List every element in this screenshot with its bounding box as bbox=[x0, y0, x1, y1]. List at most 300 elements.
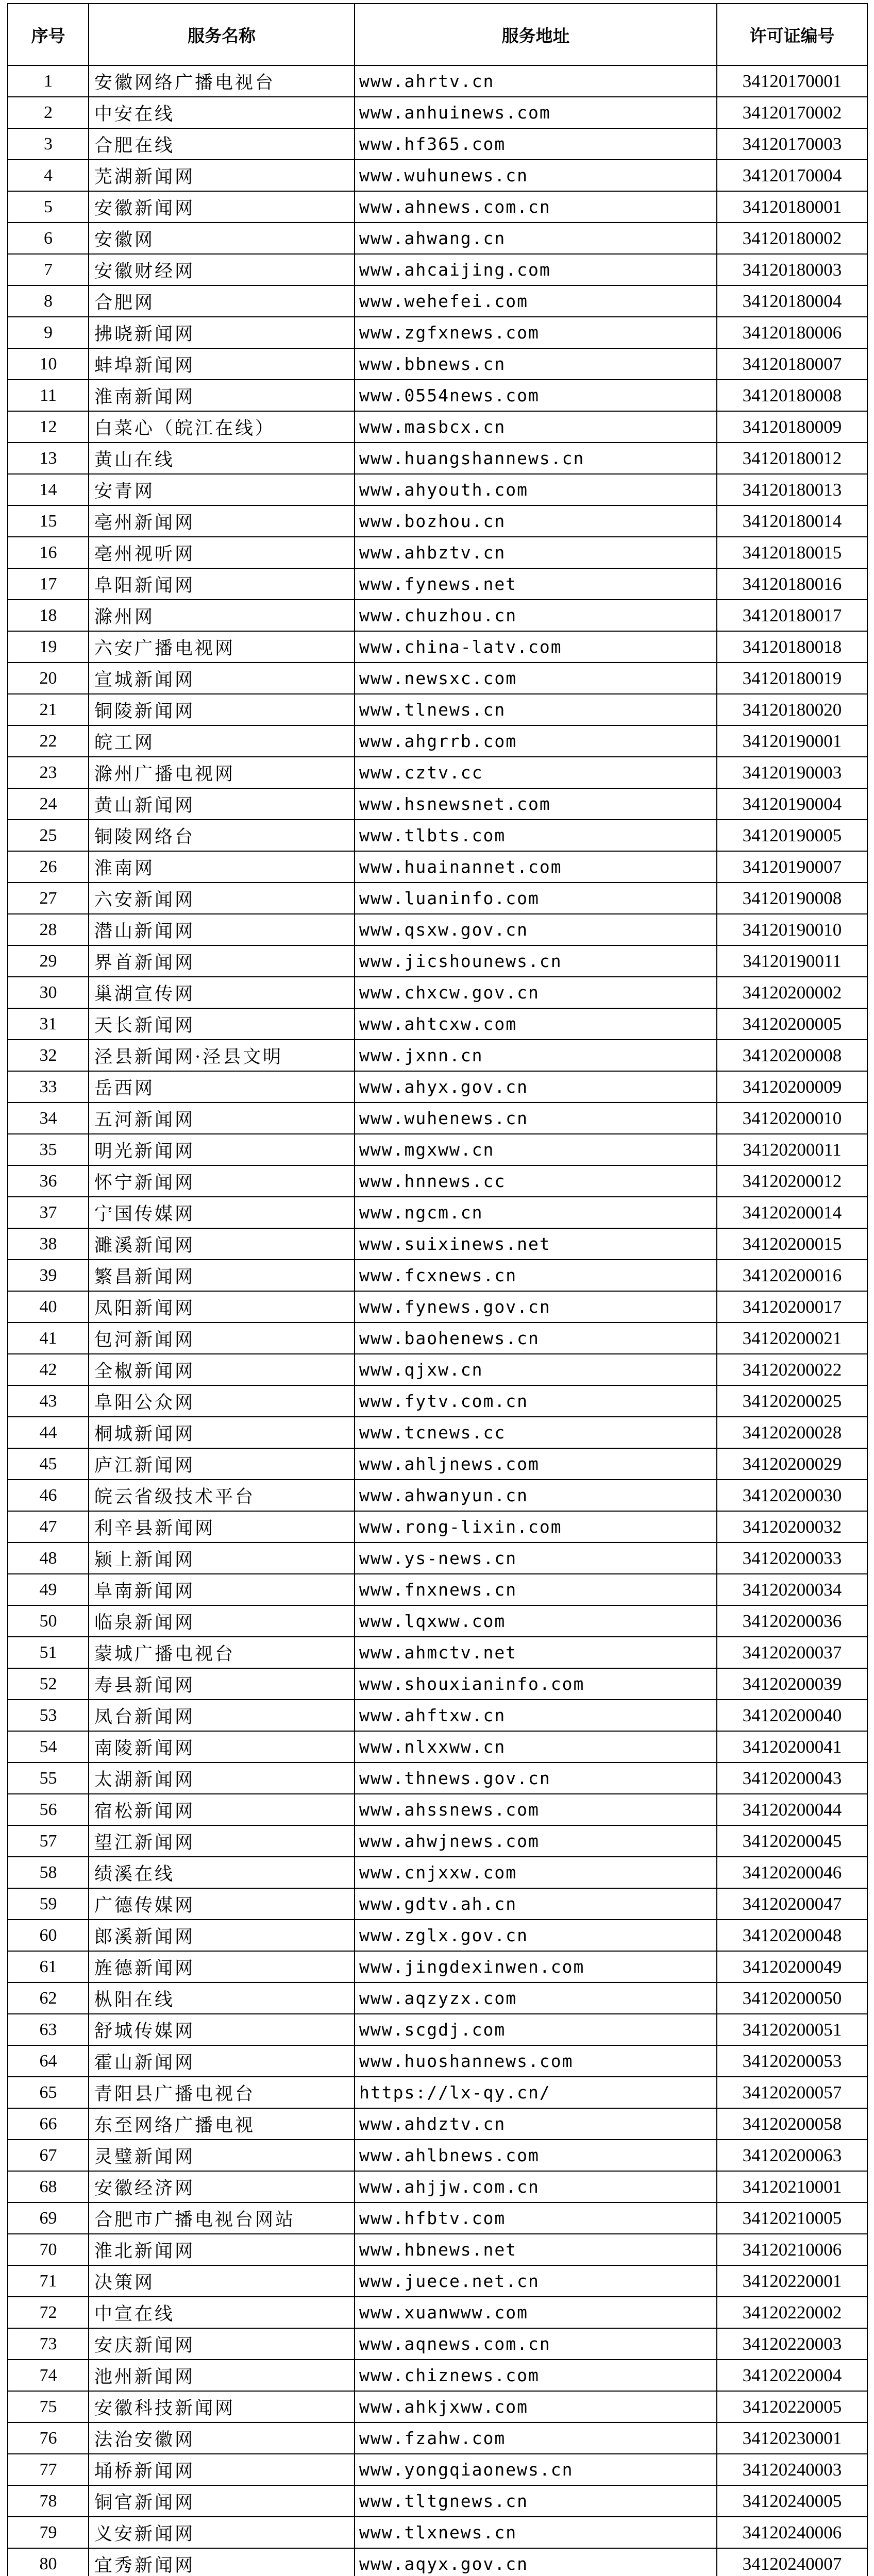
cell-no: 75 bbox=[8, 2391, 89, 2422]
table-header bbox=[8, 4, 867, 65]
cell-service-url: www.qsxw.gov.cn bbox=[355, 914, 717, 945]
cell-service-name: 拂晓新闻网 bbox=[89, 317, 355, 348]
cell-service-url: www.lqxww.com bbox=[355, 1605, 717, 1637]
cell-no: 37 bbox=[8, 1197, 89, 1228]
cell-license-number: 34120200016 bbox=[717, 1260, 867, 1291]
cell-no: 63 bbox=[8, 2014, 89, 2045]
cell-no: 72 bbox=[8, 2297, 89, 2328]
cell-license-number: 34120180013 bbox=[717, 474, 867, 505]
cell-license-number: 34120180003 bbox=[717, 254, 867, 285]
license-table bbox=[7, 3, 868, 2576]
cell-service-url: www.yongqiaonews.cn bbox=[355, 2454, 717, 2485]
cell-service-name: 蒙城广播电视台 bbox=[89, 1637, 355, 1668]
cell-service-url: www.ahnews.com.cn bbox=[355, 191, 717, 223]
cell-license-number: 34120200053 bbox=[717, 2045, 867, 2077]
cell-no: 10 bbox=[8, 348, 89, 380]
table-row bbox=[8, 2548, 867, 2576]
cell-no: 41 bbox=[8, 1323, 89, 1354]
table-row bbox=[8, 1260, 867, 1291]
cell-no: 6 bbox=[8, 223, 89, 254]
cell-license-number: 34120200012 bbox=[717, 1165, 867, 1197]
cell-no: 50 bbox=[8, 1605, 89, 1637]
table-row bbox=[8, 1323, 867, 1354]
cell-no: 8 bbox=[8, 285, 89, 317]
table-row bbox=[8, 1228, 867, 1260]
cell-service-url: www.tcnews.cc bbox=[355, 1417, 717, 1448]
table-row bbox=[8, 1888, 867, 1920]
cell-service-url: www.ahgrrb.com bbox=[355, 725, 717, 757]
table-row bbox=[8, 1574, 867, 1605]
table-row bbox=[8, 2108, 867, 2140]
cell-license-number: 34120180014 bbox=[717, 505, 867, 537]
cell-service-url: www.juece.net.cn bbox=[355, 2265, 717, 2297]
table-row bbox=[8, 1951, 867, 1982]
cell-service-name: 阜南新闻网 bbox=[89, 1574, 355, 1605]
table-row bbox=[8, 2454, 867, 2485]
cell-service-url: www.qjxw.cn bbox=[355, 1354, 717, 1385]
cell-service-url: www.fynews.gov.cn bbox=[355, 1291, 717, 1323]
cell-license-number: 34120190008 bbox=[717, 883, 867, 914]
cell-service-name: 义安新闻网 bbox=[89, 2517, 355, 2548]
cell-service-url: www.ahrtv.cn bbox=[355, 65, 717, 97]
table-row bbox=[8, 505, 867, 537]
cell-license-number: 34120240005 bbox=[717, 2485, 867, 2517]
cell-service-url: www.ys-news.cn bbox=[355, 1543, 717, 1574]
table-row bbox=[8, 1291, 867, 1323]
table-row bbox=[8, 1511, 867, 1543]
table-row bbox=[8, 223, 867, 254]
cell-service-url: www.bozhou.cn bbox=[355, 505, 717, 537]
cell-service-url: www.ahtcxw.com bbox=[355, 1008, 717, 1040]
table-row bbox=[8, 1731, 867, 1762]
cell-no: 38 bbox=[8, 1228, 89, 1260]
cell-no: 18 bbox=[8, 600, 89, 631]
cell-license-number: 34120240003 bbox=[717, 2454, 867, 2485]
table-row bbox=[8, 820, 867, 851]
cell-no: 62 bbox=[8, 1982, 89, 2014]
cell-service-url: www.rong-lixin.com bbox=[355, 1511, 717, 1543]
cell-service-name: 繁昌新闻网 bbox=[89, 1260, 355, 1291]
cell-no: 59 bbox=[8, 1888, 89, 1920]
cell-no: 77 bbox=[8, 2454, 89, 2485]
table-row bbox=[8, 631, 867, 663]
cell-service-name: 铜陵网络台 bbox=[89, 820, 355, 851]
cell-service-name: 法治安徽网 bbox=[89, 2422, 355, 2454]
cell-service-url: www.wuhunews.cn bbox=[355, 160, 717, 191]
cell-service-name: 合肥市广播电视台网站 bbox=[89, 2202, 355, 2234]
cell-service-url: www.ahcaijing.com bbox=[355, 254, 717, 285]
table-row bbox=[8, 1605, 867, 1637]
cell-service-name: 濉溪新闻网 bbox=[89, 1228, 355, 1260]
cell-license-number: 34120180009 bbox=[717, 411, 867, 443]
table-row bbox=[8, 1448, 867, 1480]
cell-license-number: 34120220005 bbox=[717, 2391, 867, 2422]
cell-service-url: www.huoshannews.com bbox=[355, 2045, 717, 2077]
cell-service-url: www.bbnews.cn bbox=[355, 348, 717, 380]
cell-service-name: 界首新闻网 bbox=[89, 945, 355, 977]
cell-service-name: 凤台新闻网 bbox=[89, 1700, 355, 1731]
cell-license-number: 34120200029 bbox=[717, 1448, 867, 1480]
header-row bbox=[8, 4, 867, 65]
table-row bbox=[8, 1197, 867, 1228]
table-row bbox=[8, 694, 867, 725]
table-row bbox=[8, 1040, 867, 1071]
cell-service-name: 包河新闻网 bbox=[89, 1323, 355, 1354]
cell-license-number: 34120180012 bbox=[717, 443, 867, 474]
table-row bbox=[8, 1134, 867, 1165]
cell-service-url: www.huangshannews.cn bbox=[355, 443, 717, 474]
cell-service-url: www.scgdj.com bbox=[355, 2014, 717, 2045]
cell-service-url: www.jicshounews.cn bbox=[355, 945, 717, 977]
cell-no: 78 bbox=[8, 2485, 89, 2517]
cell-license-number: 34120180019 bbox=[717, 663, 867, 694]
cell-no: 79 bbox=[8, 2517, 89, 2548]
cell-service-name: 霍山新闻网 bbox=[89, 2045, 355, 2077]
table-row bbox=[8, 2422, 867, 2454]
cell-license-number: 34120220002 bbox=[717, 2297, 867, 2328]
cell-service-name: 池州新闻网 bbox=[89, 2360, 355, 2391]
cell-no: 31 bbox=[8, 1008, 89, 1040]
cell-license-number: 34120220001 bbox=[717, 2265, 867, 2297]
cell-license-number: 34120180008 bbox=[717, 380, 867, 411]
cell-service-name: 安徽新闻网 bbox=[89, 191, 355, 223]
cell-service-url: www.ahwjnews.com bbox=[355, 1825, 717, 1857]
cell-service-name: 宁国传媒网 bbox=[89, 1197, 355, 1228]
table-row bbox=[8, 1354, 867, 1385]
cell-license-number: 34120240006 bbox=[717, 2517, 867, 2548]
cell-no: 71 bbox=[8, 2265, 89, 2297]
cell-service-url: www.cnjxxw.com bbox=[355, 1857, 717, 1888]
cell-service-url: www.zgfxnews.com bbox=[355, 317, 717, 348]
cell-no: 61 bbox=[8, 1951, 89, 1982]
cell-service-name: 天长新闻网 bbox=[89, 1008, 355, 1040]
cell-service-url: www.ahlbnews.com bbox=[355, 2140, 717, 2171]
cell-no: 20 bbox=[8, 663, 89, 694]
cell-service-name: 决策网 bbox=[89, 2265, 355, 2297]
cell-license-number: 34120200033 bbox=[717, 1543, 867, 1574]
cell-service-url: www.hsnewsnet.com bbox=[355, 788, 717, 820]
cell-no: 24 bbox=[8, 788, 89, 820]
cell-service-name: 广德传媒网 bbox=[89, 1888, 355, 1920]
cell-service-url: www.hnnews.cc bbox=[355, 1165, 717, 1197]
table-row bbox=[8, 1920, 867, 1951]
cell-license-number: 34120210001 bbox=[717, 2171, 867, 2202]
cell-license-number: 34120200030 bbox=[717, 1480, 867, 1511]
cell-no: 29 bbox=[8, 945, 89, 977]
cell-service-url: www.ahmctv.net bbox=[355, 1637, 717, 1668]
cell-license-number: 34120200021 bbox=[717, 1323, 867, 1354]
cell-service-name: 南陵新闻网 bbox=[89, 1731, 355, 1762]
cell-service-url: www.ahssnews.com bbox=[355, 1794, 717, 1825]
cell-license-number: 34120200051 bbox=[717, 2014, 867, 2045]
cell-no: 69 bbox=[8, 2202, 89, 2234]
cell-service-name: 皖云省级技术平台 bbox=[89, 1480, 355, 1511]
cell-no: 7 bbox=[8, 254, 89, 285]
cell-service-name: 绩溪在线 bbox=[89, 1857, 355, 1888]
cell-license-number: 34120180002 bbox=[717, 223, 867, 254]
cell-no: 30 bbox=[8, 977, 89, 1008]
cell-service-url: www.luaninfo.com bbox=[355, 883, 717, 914]
cell-service-url: www.nlxxww.cn bbox=[355, 1731, 717, 1762]
table-row bbox=[8, 914, 867, 945]
cell-service-url: www.ahwang.cn bbox=[355, 223, 717, 254]
table-row bbox=[8, 2391, 867, 2422]
cell-no: 66 bbox=[8, 2108, 89, 2140]
cell-no: 22 bbox=[8, 725, 89, 757]
cell-license-number: 34120200022 bbox=[717, 1354, 867, 1385]
cell-service-url: www.ahftxw.cn bbox=[355, 1700, 717, 1731]
cell-license-number: 34120180018 bbox=[717, 631, 867, 663]
cell-service-name: 安徽科技新闻网 bbox=[89, 2391, 355, 2422]
cell-service-url: www.wehefei.com bbox=[355, 285, 717, 317]
cell-service-url: www.fzahw.com bbox=[355, 2422, 717, 2454]
cell-license-number: 34120200046 bbox=[717, 1857, 867, 1888]
cell-service-name: 合肥网 bbox=[89, 285, 355, 317]
table-row bbox=[8, 1700, 867, 1731]
table-row bbox=[8, 537, 867, 568]
cell-service-url: www.china-latv.com bbox=[355, 631, 717, 663]
table-row bbox=[8, 2328, 867, 2360]
table-row bbox=[8, 2202, 867, 2234]
cell-no: 73 bbox=[8, 2328, 89, 2360]
cell-no: 45 bbox=[8, 1448, 89, 1480]
table-row bbox=[8, 1417, 867, 1448]
table-row bbox=[8, 474, 867, 505]
cell-license-number: 34120200040 bbox=[717, 1700, 867, 1731]
cell-service-name: 明光新闻网 bbox=[89, 1134, 355, 1165]
cell-service-name: 中宣在线 bbox=[89, 2297, 355, 2328]
cell-service-url: www.fcxnews.cn bbox=[355, 1260, 717, 1291]
cell-service-name: 阜阳公众网 bbox=[89, 1385, 355, 1417]
table-row bbox=[8, 1165, 867, 1197]
cell-no: 44 bbox=[8, 1417, 89, 1448]
cell-service-name: 潜山新闻网 bbox=[89, 914, 355, 945]
cell-license-number: 34120200050 bbox=[717, 1982, 867, 2014]
table-row bbox=[8, 883, 867, 914]
cell-no: 64 bbox=[8, 2045, 89, 2077]
cell-license-number: 34120190007 bbox=[717, 851, 867, 883]
cell-service-name: 合肥在线 bbox=[89, 128, 355, 160]
table-body bbox=[8, 65, 867, 2576]
cell-service-url: www.jingdexinwen.com bbox=[355, 1951, 717, 1982]
cell-no: 19 bbox=[8, 631, 89, 663]
cell-service-name: 六安新闻网 bbox=[89, 883, 355, 914]
table-row bbox=[8, 380, 867, 411]
cell-service-url: www.ahbztv.cn bbox=[355, 537, 717, 568]
table-row bbox=[8, 254, 867, 285]
cell-service-name: 白菜心（皖江在线） bbox=[89, 411, 355, 443]
cell-license-number: 34120200063 bbox=[717, 2140, 867, 2171]
cell-license-number: 34120190011 bbox=[717, 945, 867, 977]
table-row bbox=[8, 1825, 867, 1857]
cell-service-url: www.newsxc.com bbox=[355, 663, 717, 694]
cell-no: 80 bbox=[8, 2548, 89, 2576]
cell-service-url: www.chuzhou.cn bbox=[355, 600, 717, 631]
cell-service-name: 芜湖新闻网 bbox=[89, 160, 355, 191]
cell-service-url: www.aqzyzx.com bbox=[355, 1982, 717, 2014]
cell-service-name: 安青网 bbox=[89, 474, 355, 505]
cell-no: 15 bbox=[8, 505, 89, 537]
table-row bbox=[8, 2014, 867, 2045]
cell-service-name: 颍上新闻网 bbox=[89, 1543, 355, 1574]
cell-service-name: 亳州新闻网 bbox=[89, 505, 355, 537]
cell-license-number: 34120200002 bbox=[717, 977, 867, 1008]
cell-no: 3 bbox=[8, 128, 89, 160]
cell-no: 53 bbox=[8, 1700, 89, 1731]
cell-service-name: 淮南新闻网 bbox=[89, 380, 355, 411]
cell-license-number: 34120200041 bbox=[717, 1731, 867, 1762]
cell-service-url: www.hf365.com bbox=[355, 128, 717, 160]
table-row bbox=[8, 568, 867, 600]
cell-service-name: 滁州网 bbox=[89, 600, 355, 631]
cell-license-number: 34120210006 bbox=[717, 2234, 867, 2265]
table-row bbox=[8, 1794, 867, 1825]
cell-no: 52 bbox=[8, 1668, 89, 1700]
table-row bbox=[8, 2517, 867, 2548]
table-row bbox=[8, 1071, 867, 1103]
cell-license-number: 34120200049 bbox=[717, 1951, 867, 1982]
cell-no: 57 bbox=[8, 1825, 89, 1857]
table-row bbox=[8, 1857, 867, 1888]
table-row bbox=[8, 160, 867, 191]
cell-service-name: 庐江新闻网 bbox=[89, 1448, 355, 1480]
cell-no: 58 bbox=[8, 1857, 89, 1888]
header-url: 服务地址 bbox=[355, 4, 717, 65]
cell-service-name: 五河新闻网 bbox=[89, 1103, 355, 1134]
cell-license-number: 34120200009 bbox=[717, 1071, 867, 1103]
cell-no: 67 bbox=[8, 2140, 89, 2171]
table-row bbox=[8, 1480, 867, 1511]
cell-license-number: 34120200025 bbox=[717, 1385, 867, 1417]
cell-no: 17 bbox=[8, 568, 89, 600]
cell-no: 33 bbox=[8, 1071, 89, 1103]
cell-service-name: 利辛县新闻网 bbox=[89, 1511, 355, 1543]
table-row bbox=[8, 191, 867, 223]
cell-license-number: 34120200017 bbox=[717, 1291, 867, 1323]
table-row bbox=[8, 2045, 867, 2077]
cell-service-name: 寿县新闻网 bbox=[89, 1668, 355, 1700]
table-row bbox=[8, 65, 867, 97]
cell-service-name: 凤阳新闻网 bbox=[89, 1291, 355, 1323]
cell-license-number: 34120190005 bbox=[717, 820, 867, 851]
cell-service-url: www.huainannet.com bbox=[355, 851, 717, 883]
table-row bbox=[8, 1385, 867, 1417]
cell-no: 11 bbox=[8, 380, 89, 411]
cell-service-url: www.ahyouth.com bbox=[355, 474, 717, 505]
cell-license-number: 34120200039 bbox=[717, 1668, 867, 1700]
cell-license-number: 34120200058 bbox=[717, 2108, 867, 2140]
table-row bbox=[8, 348, 867, 380]
table-row bbox=[8, 851, 867, 883]
cell-service-name: 宣城新闻网 bbox=[89, 663, 355, 694]
cell-license-number: 34120240007 bbox=[717, 2548, 867, 2576]
cell-service-name: 安徽财经网 bbox=[89, 254, 355, 285]
cell-license-number: 34120220004 bbox=[717, 2360, 867, 2391]
cell-service-url: www.suixinews.net bbox=[355, 1228, 717, 1260]
table-row bbox=[8, 2171, 867, 2202]
cell-license-number: 34120200036 bbox=[717, 1605, 867, 1637]
cell-no: 76 bbox=[8, 2422, 89, 2454]
table-row bbox=[8, 285, 867, 317]
cell-service-name: 舒城传媒网 bbox=[89, 2014, 355, 2045]
cell-service-name: 亳州视听网 bbox=[89, 537, 355, 568]
table-row bbox=[8, 1637, 867, 1668]
cell-service-url: www.jxnn.cn bbox=[355, 1040, 717, 1071]
cell-service-url: www.masbcx.cn bbox=[355, 411, 717, 443]
cell-no: 16 bbox=[8, 537, 89, 568]
cell-service-url: www.ngcm.cn bbox=[355, 1197, 717, 1228]
cell-service-name: 巢湖宣传网 bbox=[89, 977, 355, 1008]
cell-service-url: www.fynews.net bbox=[355, 568, 717, 600]
cell-license-number: 34120180001 bbox=[717, 191, 867, 223]
cell-no: 70 bbox=[8, 2234, 89, 2265]
cell-service-name: 蚌埠新闻网 bbox=[89, 348, 355, 380]
cell-service-url: www.gdtv.ah.cn bbox=[355, 1888, 717, 1920]
cell-license-number: 34120180017 bbox=[717, 600, 867, 631]
table-row bbox=[8, 2140, 867, 2171]
cell-service-url: www.tlnews.cn bbox=[355, 694, 717, 725]
cell-service-url: https://lx-qy.cn/ bbox=[355, 2077, 717, 2108]
cell-no: 21 bbox=[8, 694, 89, 725]
cell-service-name: 淮北新闻网 bbox=[89, 2234, 355, 2265]
cell-license-number: 34120170004 bbox=[717, 160, 867, 191]
cell-license-number: 34120200008 bbox=[717, 1040, 867, 1071]
table-row bbox=[8, 725, 867, 757]
cell-service-name: 郎溪新闻网 bbox=[89, 1920, 355, 1951]
cell-service-name: 中安在线 bbox=[89, 97, 355, 128]
cell-no: 47 bbox=[8, 1511, 89, 1543]
cell-no: 65 bbox=[8, 2077, 89, 2108]
cell-license-number: 34120190003 bbox=[717, 757, 867, 788]
cell-license-number: 34120200005 bbox=[717, 1008, 867, 1040]
cell-service-name: 青阳县广播电视台 bbox=[89, 2077, 355, 2108]
cell-service-name: 埇桥新闻网 bbox=[89, 2454, 355, 2485]
cell-no: 23 bbox=[8, 757, 89, 788]
cell-service-url: www.aqnews.com.cn bbox=[355, 2328, 717, 2360]
cell-license-number: 34120190010 bbox=[717, 914, 867, 945]
cell-license-number: 34120190001 bbox=[717, 725, 867, 757]
cell-no: 36 bbox=[8, 1165, 89, 1197]
table-row bbox=[8, 757, 867, 788]
cell-no: 55 bbox=[8, 1762, 89, 1794]
cell-no: 27 bbox=[8, 883, 89, 914]
cell-service-name: 安庆新闻网 bbox=[89, 2328, 355, 2360]
cell-service-url: www.wuhenews.cn bbox=[355, 1103, 717, 1134]
cell-no: 35 bbox=[8, 1134, 89, 1165]
cell-license-number: 34120230001 bbox=[717, 2422, 867, 2454]
cell-no: 28 bbox=[8, 914, 89, 945]
cell-service-url: www.aqyx.gov.cn bbox=[355, 2548, 717, 2576]
cell-license-number: 34120200028 bbox=[717, 1417, 867, 1448]
cell-service-name: 六安广播电视网 bbox=[89, 631, 355, 663]
cell-no: 5 bbox=[8, 191, 89, 223]
cell-license-number: 34120200034 bbox=[717, 1574, 867, 1605]
cell-no: 4 bbox=[8, 160, 89, 191]
cell-no: 43 bbox=[8, 1385, 89, 1417]
cell-service-name: 安徽网络广播电视台 bbox=[89, 65, 355, 97]
cell-license-number: 34120200048 bbox=[717, 1920, 867, 1951]
cell-service-url: www.fytv.com.cn bbox=[355, 1385, 717, 1417]
table-row bbox=[8, 1762, 867, 1794]
cell-service-url: www.hbnews.net bbox=[355, 2234, 717, 2265]
cell-service-url: www.ahljnews.com bbox=[355, 1448, 717, 1480]
cell-service-name: 宜秀新闻网 bbox=[89, 2548, 355, 2576]
cell-service-url: www.ahdztv.cn bbox=[355, 2108, 717, 2140]
cell-license-number: 34120180006 bbox=[717, 317, 867, 348]
cell-service-url: www.ahwanyun.cn bbox=[355, 1480, 717, 1511]
cell-service-name: 太湖新闻网 bbox=[89, 1762, 355, 1794]
cell-license-number: 34120200032 bbox=[717, 1511, 867, 1543]
